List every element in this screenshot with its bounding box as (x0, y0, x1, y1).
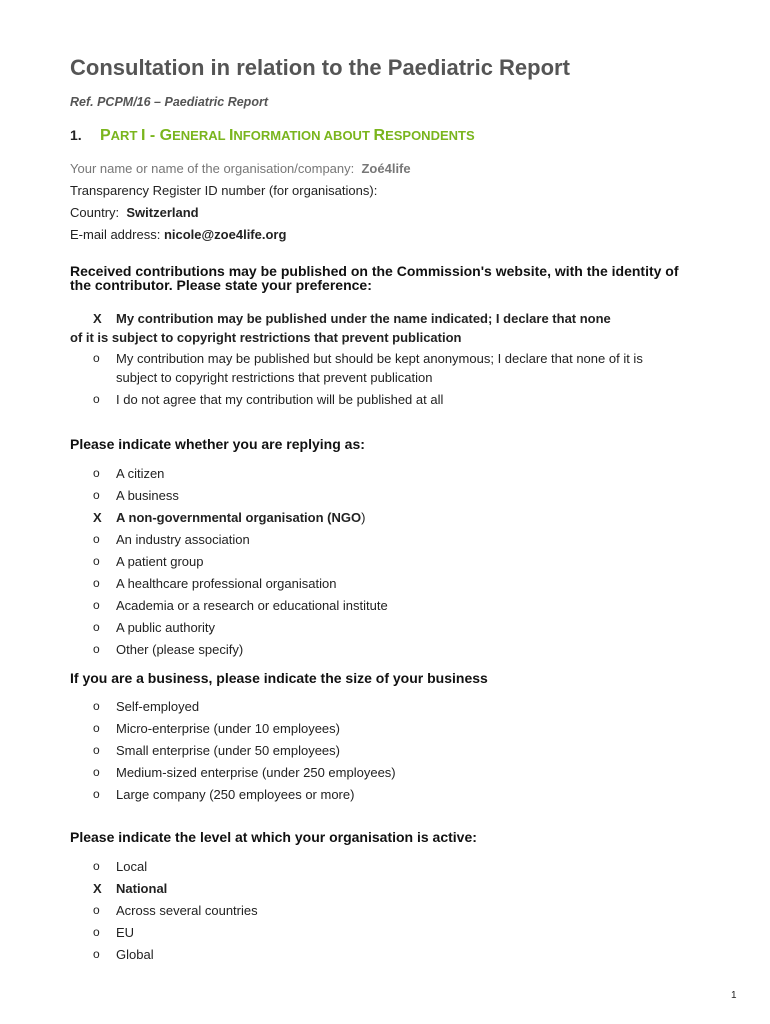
name-row (70, 161, 411, 176)
email-value: nicole@zoe4life.org (163, 227, 287, 242)
section-heading-part: ESPONDENTS (385, 128, 475, 143)
option-text: Medium-sized enterprise (under 250 employees) (116, 765, 396, 780)
option-text: I do not agree that my contribution will be published at all (116, 392, 444, 407)
option-text: Across several countries (116, 903, 258, 918)
replying-as-question: Please indicate whether you are replying as: (70, 436, 365, 452)
activity-level-option[interactable] (93, 879, 683, 898)
option-text: Global (116, 947, 154, 962)
checked-mark-icon: X (93, 881, 102, 896)
section-heading (70, 127, 475, 145)
transparency-label: Transparency Register ID number (for organisations): (70, 183, 378, 198)
replying-as-option[interactable] (93, 486, 683, 505)
unchecked-bullet-icon: o (93, 620, 100, 634)
business-size-question: If you are a business, please indicate the size of your business (70, 670, 488, 686)
unchecked-bullet-icon: o (93, 765, 100, 779)
option-text: Large company (250 employees or more) (116, 787, 355, 802)
country-row (70, 205, 199, 220)
section-heading-part: I (228, 127, 234, 144)
activity-level-option[interactable] (93, 901, 683, 920)
option-text: A non-governmental organisation (NGO (116, 510, 362, 525)
option-text: Small enterprise (under 50 employees) (116, 743, 340, 758)
section-heading-part: NFORMATION ABOUT (233, 128, 374, 143)
option-text-continued: of it is subject to copyright restrictions that prevent publication (70, 330, 462, 345)
email-label: E-mail address: (70, 227, 161, 242)
activity-level-option[interactable] (93, 857, 683, 876)
option-text: My contribution may be published under the name indicated; I declare that none (116, 311, 611, 326)
country-value: Switzerland (126, 205, 199, 220)
section-heading-part: I - G (141, 127, 173, 144)
section-heading-part: ART (110, 128, 142, 143)
unchecked-bullet-icon: o (93, 598, 100, 612)
section-heading-part: P (100, 127, 111, 144)
unchecked-bullet-icon: o (93, 392, 100, 406)
option-text: A patient group (116, 554, 204, 569)
unchecked-bullet-icon: o (93, 721, 100, 735)
option-text: A public authority (116, 620, 216, 635)
option-text: National (116, 881, 168, 896)
reference-line: Ref. PCPM/16 – Paediatric Report (70, 95, 268, 109)
unchecked-bullet-icon: o (93, 554, 100, 568)
activity-level-question: Please indicate the level at which your organisation is active: (70, 829, 477, 845)
business-size-option[interactable] (93, 697, 683, 716)
business-size-option[interactable] (93, 719, 683, 738)
option-text: EU (116, 925, 135, 940)
unchecked-bullet-icon: o (93, 532, 100, 546)
option-text: Self-employed (116, 699, 200, 714)
business-size-option[interactable] (93, 741, 683, 760)
page-title: Consultation in relation to the Paediatric Report (70, 55, 570, 80)
option-text: A business (116, 488, 179, 503)
replying-as-option[interactable] (93, 552, 683, 571)
replying-as-option[interactable] (93, 618, 683, 637)
section-number: 1. (70, 127, 82, 143)
unchecked-bullet-icon: o (93, 947, 100, 961)
option-text: A healthcare professional organisation (116, 576, 337, 591)
option-text: A citizen (116, 466, 165, 481)
activity-level-option[interactable] (93, 945, 683, 964)
unchecked-bullet-icon: o (93, 925, 100, 939)
unchecked-bullet-icon: o (93, 466, 100, 480)
transparency-row (70, 183, 377, 198)
option-text: Micro-enterprise (under 10 employees) (116, 721, 340, 736)
checked-mark-icon: X (93, 311, 102, 326)
unchecked-bullet-icon: o (93, 642, 100, 656)
unchecked-bullet-icon: o (93, 699, 100, 713)
unchecked-bullet-icon: o (93, 859, 100, 873)
country-label: Country: (70, 205, 120, 220)
unchecked-bullet-icon: o (93, 903, 100, 917)
page-number: 1 (731, 990, 737, 1001)
section-heading-part: ENERAL (172, 128, 229, 143)
option-text: Local (116, 859, 148, 874)
publication-option[interactable] (70, 309, 683, 347)
unchecked-bullet-icon: o (93, 743, 100, 757)
name-label: Your name or name of the organisation/company: (70, 161, 355, 176)
email-row (70, 227, 286, 242)
activity-level-option[interactable] (93, 923, 683, 942)
replying-as-option[interactable] (93, 530, 683, 549)
publication-option[interactable] (93, 390, 683, 409)
option-text: Other (please specify) (116, 642, 244, 657)
section-heading-part: R (373, 127, 386, 144)
unchecked-bullet-icon: o (93, 787, 100, 801)
name-value: Zoé4life (361, 161, 411, 176)
unchecked-bullet-icon: o (93, 351, 100, 365)
option-text-suffix: ) (361, 510, 366, 525)
business-size-option[interactable] (93, 785, 683, 804)
replying-as-option[interactable] (93, 640, 683, 659)
replying-as-option[interactable] (93, 508, 683, 527)
replying-as-option[interactable] (93, 596, 683, 615)
option-text: Academia or a research or educational institute (116, 598, 388, 613)
option-text: My contribution may be published but should be kept anonymous; I declare that none of it is subject to copyright restrictions that prevent publication (116, 351, 643, 385)
option-text: An industry association (116, 532, 250, 547)
unchecked-bullet-icon: o (93, 576, 100, 590)
checked-mark-icon: X (93, 510, 102, 525)
publication-question: Received contributions may be published on the Commission's website, with the identity of the contributor. Please state your preference: (70, 263, 679, 293)
unchecked-bullet-icon: o (93, 488, 100, 502)
publication-option[interactable] (93, 349, 683, 387)
replying-as-option[interactable] (93, 574, 683, 593)
business-size-option[interactable] (93, 763, 683, 782)
replying-as-option[interactable] (93, 464, 683, 483)
